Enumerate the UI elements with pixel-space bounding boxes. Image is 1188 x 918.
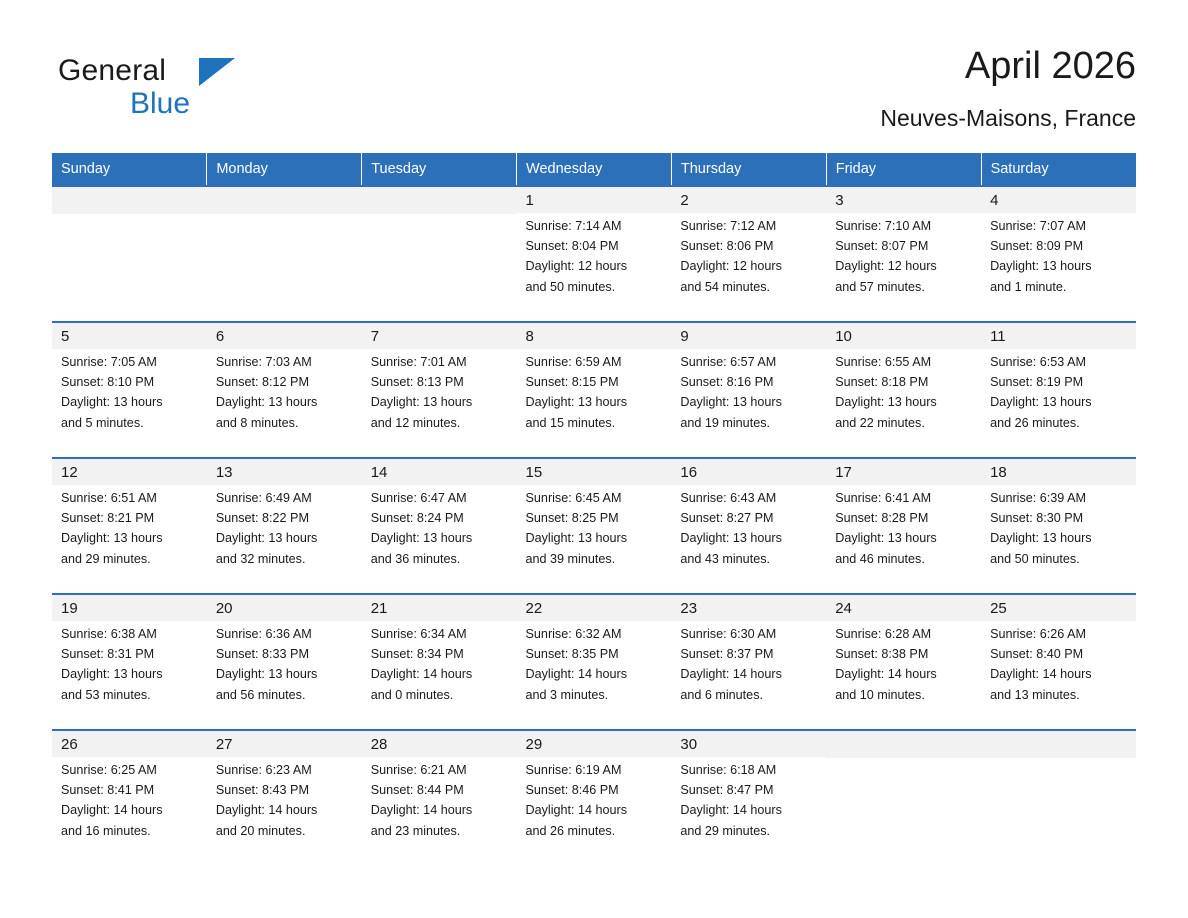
calendar-week-row (52, 322, 1136, 458)
logo-text-general: General (58, 54, 167, 87)
calendar-day-cell[interactable] (671, 186, 826, 322)
day-number: 23 (671, 595, 826, 621)
day-detail-line: Sunset: 8:16 PM (680, 374, 774, 389)
day-detail-line: Daylight: 13 hours (835, 531, 937, 546)
calendar-day-content (671, 595, 826, 729)
day-detail-line: Daylight: 14 hours (680, 803, 782, 818)
day-detail-line: Sunrise: 6:36 AM (215, 626, 312, 641)
calendar-day-cell[interactable] (207, 594, 362, 730)
day-detail-line: and 12 minutes. (370, 415, 461, 430)
day-detail-line: Sunrise: 6:57 AM (680, 354, 777, 369)
day-detail-line: Sunrise: 7:14 AM (525, 218, 622, 233)
calendar-day-content (207, 459, 362, 593)
day-details (826, 213, 981, 298)
day-details (517, 757, 672, 842)
day-detail-line: Sunset: 8:34 PM (370, 646, 464, 661)
day-details (981, 621, 1136, 706)
calendar-day-content (362, 323, 517, 457)
weekday-header-wednesday: Wednesday (517, 153, 672, 186)
day-detail-line: Sunrise: 7:12 AM (680, 218, 777, 233)
day-detail-line: Sunrise: 6:18 AM (680, 762, 777, 777)
day-details (52, 757, 207, 842)
calendar-day-cell[interactable] (517, 730, 672, 865)
day-detail-line: Sunrise: 7:10 AM (835, 218, 932, 233)
day-detail-line: Sunrise: 6:51 AM (61, 490, 157, 505)
calendar-day-cell[interactable] (517, 458, 672, 594)
calendar-day-cell[interactable] (362, 322, 517, 458)
calendar-day-cell[interactable] (826, 186, 981, 322)
day-detail-line: Daylight: 13 hours (835, 395, 937, 410)
day-detail-line: Sunrise: 7:03 AM (215, 354, 312, 369)
calendar-day-cell[interactable] (671, 458, 826, 594)
calendar-day-content (981, 187, 1136, 321)
calendar-empty-cell (981, 730, 1136, 865)
day-detail-line: and 50 minutes. (990, 551, 1080, 566)
day-details (981, 485, 1136, 570)
calendar-day-content (981, 459, 1136, 593)
day-number: 4 (981, 187, 1136, 213)
day-detail-line: Sunset: 8:30 PM (990, 510, 1084, 525)
day-detail-line: Sunset: 8:09 PM (990, 238, 1084, 253)
day-detail-line: and 10 minutes. (835, 687, 925, 702)
calendar-day-content (981, 323, 1136, 457)
general-blue-logo (52, 44, 252, 120)
calendar-day-cell[interactable] (981, 594, 1136, 730)
day-detail-line: Daylight: 14 hours (835, 667, 937, 682)
day-detail-line: Sunset: 8:46 PM (525, 782, 619, 797)
calendar-day-cell[interactable] (826, 322, 981, 458)
day-detail-line: Sunrise: 6:34 AM (370, 626, 467, 641)
day-detail-line: and 8 minutes. (215, 415, 299, 430)
day-detail-line: Daylight: 12 hours (680, 259, 782, 274)
day-detail-line: Sunrise: 7:05 AM (61, 354, 157, 369)
day-details (362, 485, 517, 570)
day-detail-line: Sunrise: 6:38 AM (61, 626, 157, 641)
calendar-day-cell[interactable] (517, 594, 672, 730)
calendar-week-row (52, 594, 1136, 730)
weekday-header-saturday: Saturday (981, 153, 1136, 186)
day-detail-line: Sunset: 8:06 PM (680, 238, 774, 253)
day-detail-line: and 23 minutes. (370, 823, 461, 838)
day-number: 22 (517, 595, 672, 621)
day-detail-line: Daylight: 13 hours (680, 395, 782, 410)
day-detail-line: Daylight: 13 hours (525, 395, 628, 410)
calendar-day-content (362, 731, 517, 865)
calendar-day-content (826, 459, 981, 593)
day-number: 21 (362, 595, 517, 621)
calendar-day-content (207, 323, 362, 457)
day-detail-line: Daylight: 13 hours (215, 531, 318, 546)
weekday-header-thursday: Thursday (671, 153, 826, 186)
title-block (880, 44, 1136, 131)
day-detail-line: and 13 minutes. (990, 687, 1080, 702)
calendar-week-row (52, 458, 1136, 594)
day-detail-line: Sunrise: 6:25 AM (61, 762, 157, 777)
day-detail-line: Sunrise: 6:45 AM (525, 490, 622, 505)
day-detail-line: Sunrise: 6:21 AM (370, 762, 467, 777)
calendar-day-cell[interactable] (207, 458, 362, 594)
day-detail-line: and 54 minutes. (680, 279, 770, 294)
calendar-day-content (52, 731, 207, 865)
day-detail-line: Daylight: 13 hours (370, 531, 473, 546)
day-detail-line: Sunset: 8:27 PM (680, 510, 774, 525)
day-detail-line: Sunrise: 6:26 AM (990, 626, 1086, 641)
day-detail-line: Sunrise: 6:49 AM (215, 490, 312, 505)
page-title: April 2026 (964, 45, 1136, 87)
day-detail-line: Sunrise: 6:59 AM (525, 354, 622, 369)
day-detail-line: Daylight: 13 hours (990, 395, 1092, 410)
day-detail-line: and 0 minutes. (370, 687, 454, 702)
calendar-day-cell[interactable] (52, 322, 207, 458)
day-details (517, 621, 672, 706)
calendar-day-content (826, 595, 981, 729)
day-detail-line: and 36 minutes. (370, 551, 461, 566)
day-number: 12 (52, 459, 207, 485)
calendar-day-cell[interactable] (52, 458, 207, 594)
day-details (52, 621, 207, 706)
day-number: 2 (671, 187, 826, 213)
calendar-day-cell[interactable] (981, 186, 1136, 322)
calendar-day-cell[interactable] (981, 458, 1136, 594)
day-detail-line: Daylight: 14 hours (525, 667, 628, 682)
day-detail-line: Daylight: 13 hours (525, 531, 628, 546)
calendar-week-row (52, 730, 1136, 865)
day-detail-line: Sunset: 8:15 PM (525, 374, 619, 389)
calendar-day-cell[interactable] (207, 322, 362, 458)
calendar-day-content (981, 595, 1136, 729)
day-detail-line: Daylight: 13 hours (215, 395, 318, 410)
day-detail-line: Sunset: 8:10 PM (61, 374, 155, 389)
calendar-day-content (517, 187, 672, 321)
page-header (52, 0, 1136, 131)
day-detail-line: Daylight: 13 hours (680, 531, 782, 546)
day-detail-line: Sunrise: 6:39 AM (990, 490, 1086, 505)
day-details (671, 213, 826, 298)
day-detail-line: Daylight: 13 hours (370, 395, 473, 410)
day-number: 26 (52, 731, 207, 757)
day-detail-line: Daylight: 13 hours (215, 667, 318, 682)
day-detail-line: Sunset: 8:44 PM (370, 782, 464, 797)
calendar-day-content (362, 187, 517, 321)
weekday-header-friday: Friday (826, 153, 981, 186)
day-details (671, 349, 826, 434)
calendar-day-content (362, 459, 517, 593)
calendar-day-content (517, 459, 672, 593)
day-details (362, 621, 517, 706)
calendar-day-content (981, 731, 1136, 865)
day-details (671, 757, 826, 842)
weekday-header-sunday: Sunday (52, 153, 207, 186)
day-number: 29 (517, 731, 672, 757)
calendar-week-row (52, 186, 1136, 322)
day-detail-line: Sunset: 8:33 PM (215, 646, 309, 661)
day-details (207, 349, 362, 434)
day-number: 1 (517, 187, 672, 213)
day-detail-line: Daylight: 14 hours (680, 667, 782, 682)
calendar-day-cell[interactable] (362, 594, 517, 730)
calendar-day-content (517, 323, 672, 457)
day-detail-line: and 29 minutes. (61, 551, 151, 566)
day-detail-line: Daylight: 14 hours (990, 667, 1092, 682)
day-detail-line: and 53 minutes. (61, 687, 151, 702)
day-details (671, 621, 826, 706)
day-number: 13 (207, 459, 362, 485)
day-detail-line: and 26 minutes. (525, 823, 616, 838)
day-number: 11 (981, 323, 1136, 349)
day-details (517, 349, 672, 434)
day-detail-line: Daylight: 13 hours (990, 259, 1092, 274)
day-number: 28 (362, 731, 517, 757)
day-detail-line: and 22 minutes. (835, 415, 925, 430)
calendar-empty-cell (207, 186, 362, 322)
calendar-day-cell[interactable] (207, 730, 362, 865)
calendar-day-content (207, 595, 362, 729)
calendar-day-cell[interactable] (671, 730, 826, 865)
day-detail-line: Sunset: 8:28 PM (835, 510, 929, 525)
day-detail-line: Daylight: 13 hours (990, 531, 1092, 546)
day-detail-line: and 16 minutes. (61, 823, 151, 838)
day-detail-line: Sunrise: 6:43 AM (680, 490, 777, 505)
day-detail-line: Sunset: 8:12 PM (215, 374, 309, 389)
day-details (52, 349, 207, 434)
day-detail-line: and 1 minute. (990, 279, 1067, 294)
calendar-table (52, 153, 1136, 865)
calendar-day-cell[interactable] (981, 322, 1136, 458)
day-number: 5 (52, 323, 207, 349)
day-detail-line: Sunset: 8:38 PM (835, 646, 929, 661)
calendar-day-content (671, 323, 826, 457)
calendar-day-cell[interactable] (517, 322, 672, 458)
day-detail-line: Sunset: 8:40 PM (990, 646, 1084, 661)
calendar-day-cell[interactable] (671, 322, 826, 458)
calendar-day-content (52, 595, 207, 729)
day-detail-line: Sunset: 8:37 PM (680, 646, 774, 661)
calendar-day-content (207, 731, 362, 865)
day-detail-line: Sunset: 8:43 PM (215, 782, 309, 797)
calendar-day-content (671, 731, 826, 865)
calendar-day-content (517, 731, 672, 865)
day-details (52, 485, 207, 570)
day-detail-line: Sunset: 8:07 PM (835, 238, 929, 253)
calendar-day-cell[interactable] (52, 594, 207, 730)
day-number: 18 (981, 459, 1136, 485)
day-number: 3 (826, 187, 981, 213)
calendar-day-content (52, 323, 207, 457)
day-detail-line: and 5 minutes. (61, 415, 144, 430)
day-details (981, 349, 1136, 434)
day-detail-line: Daylight: 12 hours (525, 259, 628, 274)
day-number: 27 (207, 731, 362, 757)
day-details (826, 485, 981, 570)
calendar-empty-cell (362, 186, 517, 322)
day-detail-line: Sunset: 8:24 PM (370, 510, 464, 525)
day-detail-line: and 3 minutes. (525, 687, 609, 702)
day-details (517, 485, 672, 570)
day-detail-line: Sunset: 8:47 PM (680, 782, 774, 797)
calendar-empty-cell (826, 730, 981, 865)
day-detail-line: Sunrise: 6:28 AM (835, 626, 932, 641)
calendar-day-cell[interactable] (826, 458, 981, 594)
calendar-day-cell[interactable] (671, 594, 826, 730)
calendar-day-cell[interactable] (362, 730, 517, 865)
logo-triangle-icon (199, 58, 235, 86)
day-detail-line: Sunrise: 6:55 AM (835, 354, 932, 369)
calendar-day-content (52, 187, 207, 321)
day-number (362, 187, 517, 214)
day-details (362, 757, 517, 842)
day-details (826, 621, 981, 706)
day-detail-line: Daylight: 14 hours (215, 803, 318, 818)
calendar-day-content (826, 187, 981, 321)
day-number (207, 187, 362, 214)
day-number: 10 (826, 323, 981, 349)
day-detail-line: Sunset: 8:31 PM (61, 646, 155, 661)
day-detail-line: and 56 minutes. (215, 687, 306, 702)
day-detail-line: and 32 minutes. (215, 551, 306, 566)
day-number: 30 (671, 731, 826, 757)
day-detail-line: and 15 minutes. (525, 415, 616, 430)
day-number (52, 187, 207, 214)
day-number: 25 (981, 595, 1136, 621)
day-number: 24 (826, 595, 981, 621)
day-detail-line: Daylight: 12 hours (835, 259, 937, 274)
calendar-day-content (362, 595, 517, 729)
day-detail-line: Sunset: 8:13 PM (370, 374, 464, 389)
day-detail-line: Sunset: 8:22 PM (215, 510, 309, 525)
calendar-day-cell[interactable] (826, 594, 981, 730)
day-number: 14 (362, 459, 517, 485)
day-number: 17 (826, 459, 981, 485)
day-detail-line: Sunrise: 6:32 AM (525, 626, 622, 641)
day-details (826, 349, 981, 434)
weekday-header-tuesday: Tuesday (362, 153, 517, 186)
day-detail-line: Sunset: 8:19 PM (990, 374, 1084, 389)
calendar-day-content (671, 459, 826, 593)
weekday-header-row (52, 153, 1136, 186)
day-detail-line: Daylight: 14 hours (370, 803, 473, 818)
day-detail-line: Sunrise: 6:53 AM (990, 354, 1086, 369)
day-detail-line: Daylight: 14 hours (61, 803, 163, 818)
day-details (207, 757, 362, 842)
day-detail-line: Sunrise: 7:01 AM (370, 354, 467, 369)
day-detail-line: and 29 minutes. (680, 823, 770, 838)
calendar-day-cell[interactable] (362, 458, 517, 594)
day-detail-line: Sunset: 8:35 PM (525, 646, 619, 661)
day-detail-line: and 19 minutes. (680, 415, 770, 430)
day-detail-line: Sunset: 8:21 PM (61, 510, 155, 525)
day-detail-line: Daylight: 13 hours (61, 395, 163, 410)
day-detail-line: and 39 minutes. (525, 551, 616, 566)
day-detail-line: and 6 minutes. (680, 687, 763, 702)
day-detail-line: Sunset: 8:18 PM (835, 374, 929, 389)
day-details (517, 213, 672, 298)
logo-text-blue: Blue (130, 87, 191, 120)
day-detail-line: Sunrise: 6:23 AM (215, 762, 312, 777)
day-number: 9 (671, 323, 826, 349)
day-detail-line: and 57 minutes. (835, 279, 925, 294)
day-details (362, 349, 517, 434)
day-detail-line: Sunrise: 7:07 AM (990, 218, 1086, 233)
calendar-body (52, 186, 1136, 865)
location-subtitle: Neuves-Maisons, France (880, 104, 1136, 131)
weekday-header-monday: Monday (207, 153, 362, 186)
day-number (826, 731, 981, 758)
day-number: 20 (207, 595, 362, 621)
day-number: 6 (207, 323, 362, 349)
day-detail-line: and 26 minutes. (990, 415, 1080, 430)
day-detail-line: Sunset: 8:41 PM (61, 782, 155, 797)
calendar-day-content (671, 187, 826, 321)
day-detail-line: Sunset: 8:04 PM (525, 238, 619, 253)
calendar-day-content (207, 187, 362, 321)
day-detail-line: Sunset: 8:25 PM (525, 510, 619, 525)
day-details (207, 621, 362, 706)
day-detail-line: Sunrise: 6:47 AM (370, 490, 467, 505)
day-number: 15 (517, 459, 672, 485)
day-number: 7 (362, 323, 517, 349)
day-details (671, 485, 826, 570)
day-detail-line: Sunrise: 6:30 AM (680, 626, 777, 641)
day-detail-line: Daylight: 13 hours (61, 531, 163, 546)
day-detail-line: Daylight: 13 hours (61, 667, 163, 682)
calendar-day-content (826, 731, 981, 865)
day-number: 16 (671, 459, 826, 485)
day-detail-line: Sunrise: 6:41 AM (835, 490, 932, 505)
calendar-day-content (826, 323, 981, 457)
day-details (981, 213, 1136, 298)
day-detail-line: Sunrise: 6:19 AM (525, 762, 622, 777)
calendar-day-content (517, 595, 672, 729)
day-detail-line: Daylight: 14 hours (370, 667, 473, 682)
day-number (981, 731, 1136, 758)
day-detail-line: and 46 minutes. (835, 551, 925, 566)
day-details (207, 485, 362, 570)
day-detail-line: and 43 minutes. (680, 551, 770, 566)
day-detail-line: and 20 minutes. (215, 823, 306, 838)
day-detail-line: Daylight: 14 hours (525, 803, 628, 818)
day-number: 8 (517, 323, 672, 349)
day-detail-line: and 50 minutes. (525, 279, 616, 294)
calendar-empty-cell (52, 186, 207, 322)
calendar-day-content (52, 459, 207, 593)
day-number: 19 (52, 595, 207, 621)
calendar-day-cell[interactable] (517, 186, 672, 322)
calendar-day-cell[interactable] (52, 730, 207, 865)
